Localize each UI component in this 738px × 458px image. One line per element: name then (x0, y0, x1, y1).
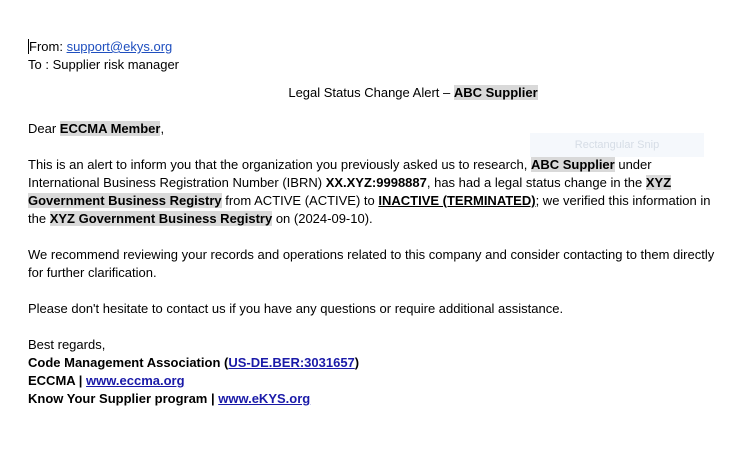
email-document (28, 38, 718, 408)
snip-overlay-label: Rectangular Snip (530, 133, 704, 157)
alert-registry-1: XYZ Government Business Registry (28, 175, 672, 208)
ekys-website-link[interactable]: www.eKYS.org (218, 391, 311, 406)
subject-line (28, 84, 718, 102)
signature-eccma-prefix: ECCMA | (28, 373, 87, 388)
from-label: From: (29, 39, 67, 54)
signature-org-id-link[interactable]: US-DE.BER:3031657 (228, 355, 355, 370)
signature-org-prefix: Code Management Association ( (28, 355, 229, 370)
alert-registry-2: XYZ Government Business Registry (49, 211, 273, 226)
alert-supplier: ABC Supplier (530, 157, 615, 172)
closing-line: Best regards, (28, 337, 106, 352)
alert-text-3: , has had a legal status change in the (426, 175, 646, 190)
eccma-website-link[interactable]: www.eccma.org (86, 373, 185, 388)
alert-text-2: under International Business Registration Number (IBRN) (28, 157, 652, 190)
subject-prefix: Legal Status Change Alert – (288, 85, 454, 100)
greeting-line (28, 120, 718, 138)
alert-text-6: on (2024-09-10). (272, 211, 373, 226)
alert-text-4: from ACTIVE (ACTIVE) to (221, 193, 379, 208)
alert-ibrn: XX.XYZ:9998887 (325, 175, 427, 190)
alert-text-5: ; we verified this information in the (28, 193, 711, 226)
signature-org-line (28, 354, 718, 372)
signature-program-line (28, 390, 718, 408)
from-line (28, 38, 718, 56)
contact-paragraph: Please don't hesitate to contact us if you have any questions or require additional assistance. (28, 301, 564, 316)
subject-supplier: ABC Supplier (453, 85, 538, 100)
alert-text-1: This is an alert to inform you that the organization you previously asked us to research, (28, 157, 531, 172)
greeting-name: ECCMA Member (59, 121, 161, 136)
alert-new-status: INACTIVE (TERMINATED) (378, 193, 536, 208)
from-email-link[interactable]: support@ekys.org (66, 39, 173, 54)
signature-org-suffix: ) (354, 355, 360, 370)
greeting-suffix: , (160, 121, 165, 136)
greeting-prefix: Dear (28, 121, 60, 136)
to-line: To : Supplier risk manager (28, 57, 180, 72)
alert-paragraph (28, 156, 718, 228)
signature-program-prefix: Know Your Supplier program | (28, 391, 219, 406)
signature-eccma-line (28, 372, 718, 390)
recommendation-paragraph: We recommend reviewing your records and operations related to this company and consider contacting to them directly for further clarification. (28, 247, 715, 280)
